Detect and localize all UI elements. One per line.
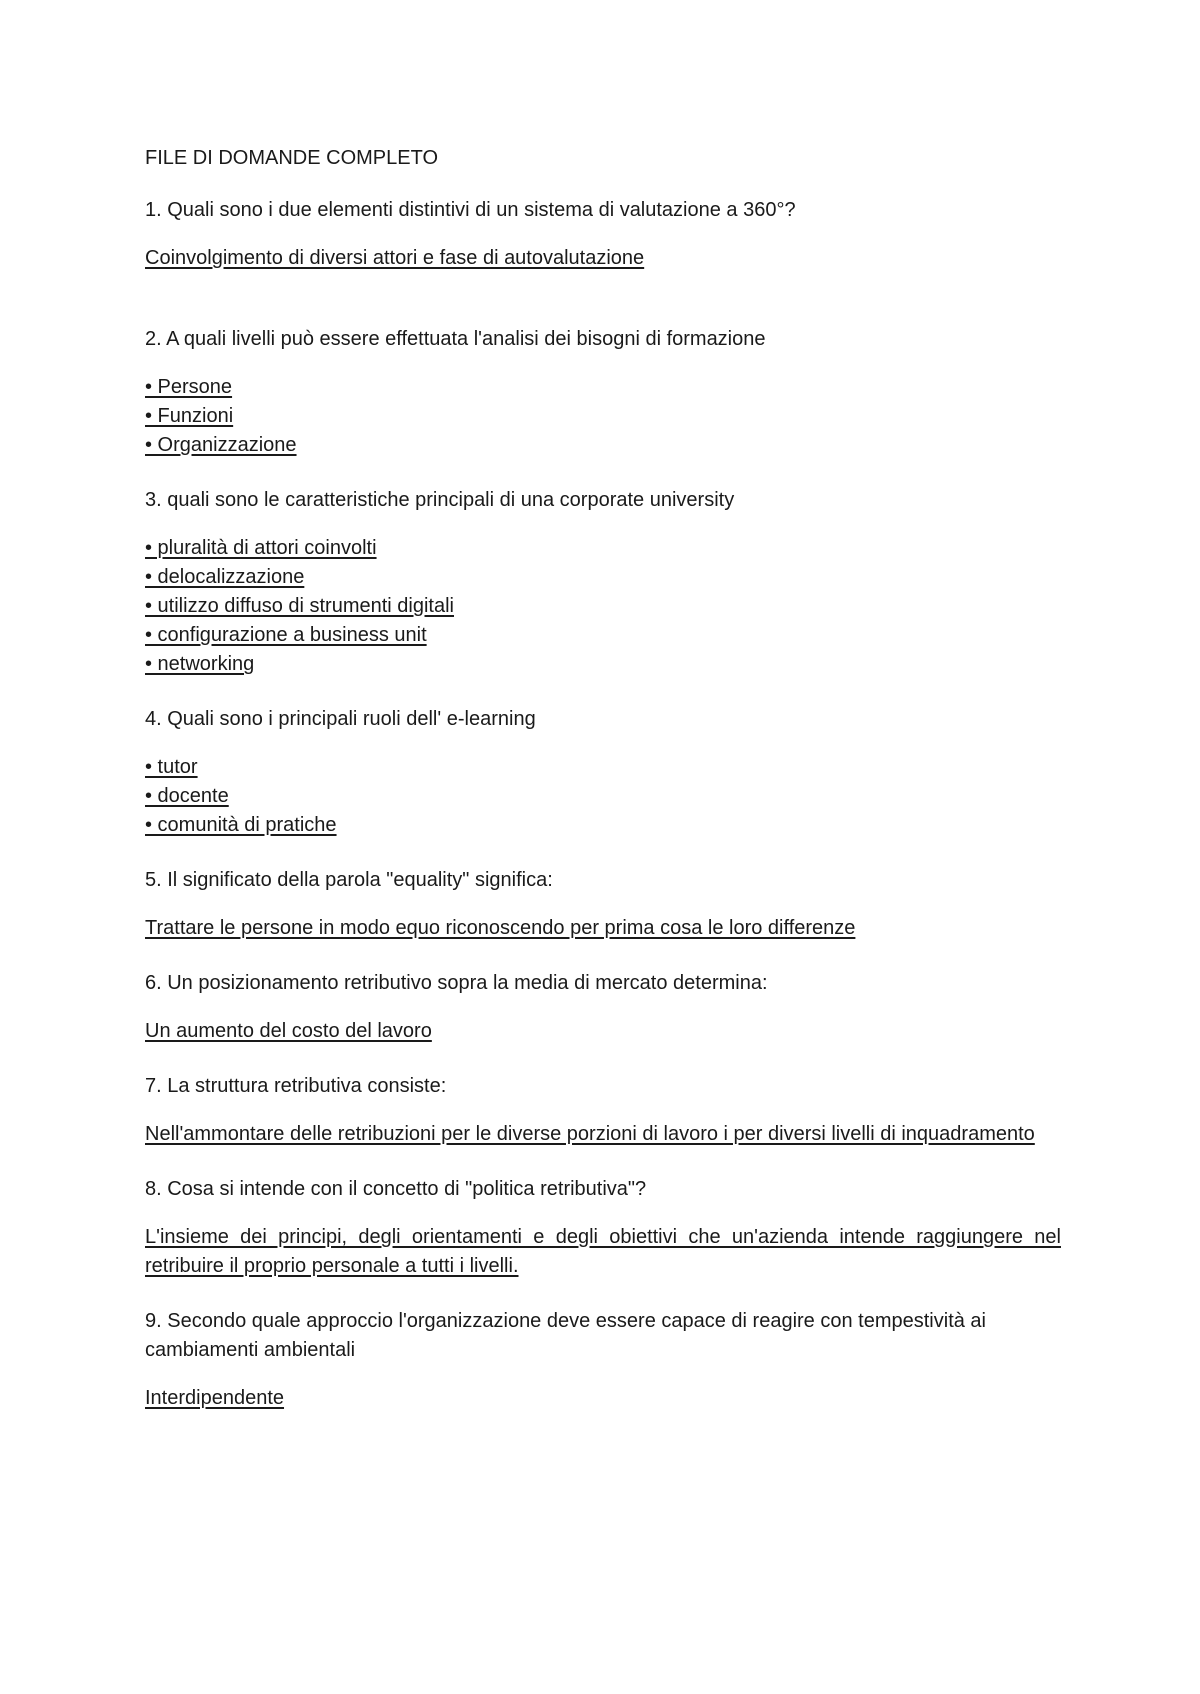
question-9: 9. Secondo quale approccio l'organizzazione deve essere capace di reagire con tempestività ai cambiamenti ambientali: [145, 1310, 986, 1361]
qa-item-7: [145, 1072, 1061, 1149]
answer-4-item: • comunità di pratiche: [145, 814, 337, 836]
document-title: FILE DI DOMANDE COMPLETO: [145, 147, 439, 169]
question-8: 8. Cosa si intende con il concetto di "politica retributiva"?: [145, 1178, 647, 1200]
answer-4-item: • tutor: [145, 756, 198, 778]
answer-3-item: • delocalizzazione: [145, 566, 305, 588]
question-4: 4. Quali sono i principali ruoli dell' e-learning: [145, 708, 536, 730]
answer-3-item: • configurazione a business unit: [145, 624, 427, 646]
answer-list-2: [145, 373, 1061, 460]
answer-2-item: • Funzioni: [145, 405, 234, 427]
document-page: [145, 140, 1061, 1439]
answer-2-item: • Organizzazione: [145, 434, 297, 456]
qa-item-6: [145, 969, 1061, 1046]
answer-list-4: [145, 753, 1061, 840]
qa-item-3: [145, 486, 1061, 679]
answer-3-item: • pluralità di attori coinvolti: [145, 537, 377, 559]
answer-8: L'insieme dei principi, degli orientamenti e degli obiettivi che un'azienda intende raggiungere nel retribuire il proprio personale a tutti i livelli.: [145, 1226, 1061, 1277]
answer-7: Nell'ammontare delle retribuzioni per le diverse porzioni di lavoro i per diversi livelli di inquadramento: [145, 1123, 1035, 1145]
answer-4-item: • docente: [145, 785, 229, 807]
question-6: 6. Un posizionamento retributivo sopra la media di mercato determina:: [145, 972, 768, 994]
qa-item-4: [145, 705, 1061, 840]
question-3: 3. quali sono le caratteristiche principali di una corporate university: [145, 489, 735, 511]
answer-6: Un aumento del costo del lavoro: [145, 1020, 432, 1042]
answer-3-item: • utilizzo diffuso di strumenti digitali: [145, 595, 454, 617]
question-2: 2. A quali livelli può essere effettuata l'analisi dei bisogni di formazione: [145, 328, 766, 350]
question-5: 5. Il significato della parola "equality" significa:: [145, 869, 553, 891]
qa-item-8: [145, 1175, 1061, 1281]
qa-item-1: [145, 196, 1061, 273]
answer-1: Coinvolgimento di diversi attori e fase di autovalutazione: [145, 247, 645, 269]
question-1: 1. Quali sono i due elementi distintivi di un sistema di valutazione a 360°?: [145, 199, 796, 221]
qa-item-9: [145, 1307, 1061, 1413]
question-7: 7. La struttura retributiva consiste:: [145, 1075, 447, 1097]
answer-5: Trattare le persone in modo equo riconoscendo per prima cosa le loro differenze: [145, 917, 856, 939]
qa-item-5: [145, 866, 1061, 943]
answer-list-3: [145, 534, 1061, 679]
answer-3-item: • networking: [145, 653, 255, 675]
qa-item-2: [145, 325, 1061, 460]
answer-2-item: • Persone: [145, 376, 233, 398]
answer-9: Interdipendente: [145, 1387, 285, 1409]
